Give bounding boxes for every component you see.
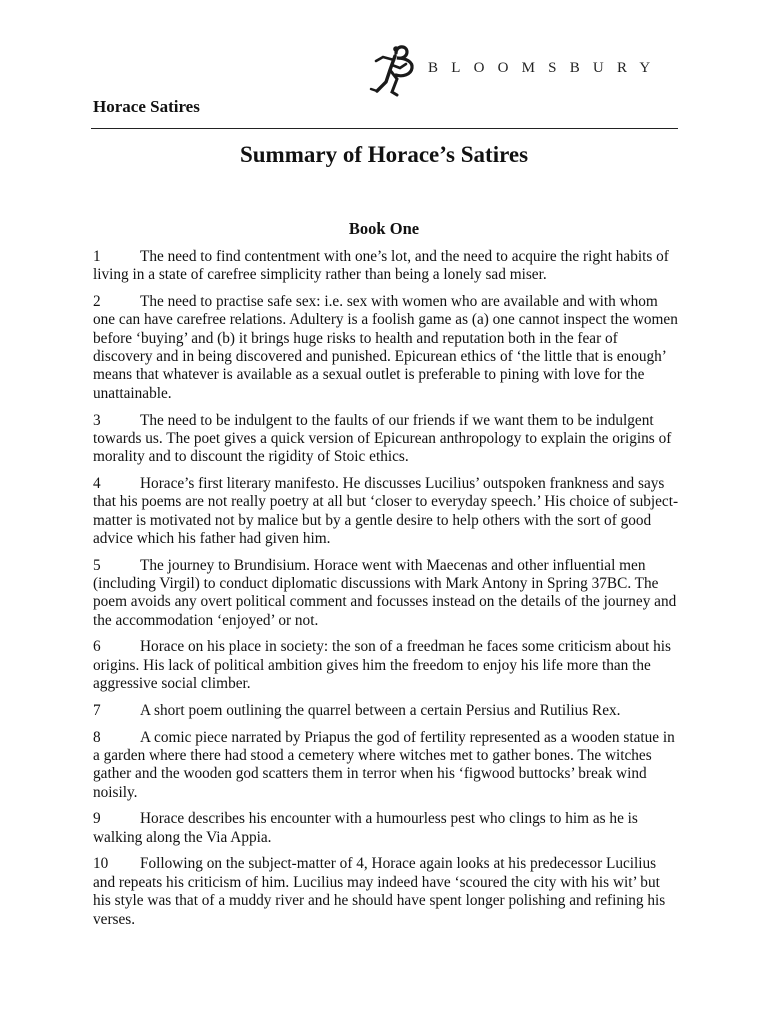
entry-number: 10 (93, 855, 109, 873)
entry-text: A short poem outlining the quarrel between a certain Persius and Rutilius Rex. (140, 701, 621, 719)
publisher-logo (366, 40, 676, 100)
entry-text: Following on the subject-matter of 4, Horace again looks at his predecessor Lucilius and repeats his criticism of him. Lucilius may indeed have ‘scoured the city with his wit’ but his style was that of a muddy river and he should have spent longer polishing and refining his verses. (93, 855, 666, 928)
section-heading: Book One (348, 219, 420, 238)
entry-text: Horace on his place in society: the son of a freedman he faces some criticism about his origins. His lack of political ambition gives him the freedom to enjoy his life more than the aggressive social climber. (93, 638, 671, 693)
entry-number: 3 (93, 411, 101, 429)
entry-number: 6 (93, 638, 101, 656)
summary-list (93, 248, 679, 937)
entry-number: 4 (93, 474, 101, 492)
summary-entry (93, 638, 679, 693)
page-title: Summary of Horace’s Satires (239, 142, 529, 167)
entry-text: A comic piece narrated by Priapus the god of fertility represented as a wooden statue in a garden where there had stood a cemetery where witches met to gather bones. The witches gather and the wooden god scatters them in terror when his ‘figwood buttocks’ break wind noisily. (93, 728, 675, 801)
summary-entry (93, 810, 679, 847)
summary-entry (93, 855, 679, 928)
running-header-title: Horace Satires (93, 97, 200, 116)
entry-text: The journey to Brundisium. Horace went with Maecenas and other influential men (including Virgil) to conduct diplomatic discussions with Mark Antony in Spring 37BC. The poem avoids any overt political comment and focusses instead on the details of the journey and the accommodation ‘enjoyed’ or not. (93, 556, 677, 629)
entry-text: The need to practise safe sex: i.e. sex with women who are available and with whom one can have carefree relations. Adultery is a foolish game as (a) one cannot inspect the women before ‘buying’ and (b) it brings huge risks to health and reputation both in the fear of discovery and in being discovered and punished. Epicurean ethics of ‘the little that is enough’ means that whatever is available as a sexual outlet is preferable to pining with love for the unattainable. (93, 293, 678, 402)
entry-text: Horace’s first literary manifesto. He discusses Lucilius’ outspoken frankness and says that his poems are not really poetry at all but ‘closer to everyday speech.’ His choice of subject-matter is motivated not by malice but by a gentle desire to help others with the sort of good advice which his father had given him. (93, 474, 679, 547)
entry-number: 7 (93, 701, 101, 719)
summary-entry (93, 248, 679, 285)
summary-entry (93, 293, 679, 403)
summary-entry (93, 729, 679, 802)
summary-entry (93, 412, 679, 467)
header-divider (91, 128, 678, 129)
entry-number: 5 (93, 556, 101, 574)
summary-entry (93, 475, 679, 548)
entry-number: 1 (93, 248, 101, 265)
entry-text: The need to be indulgent to the faults of our friends if we want them to be indulgent towards us. The poet gives a quick version of Epicurean anthropology to explain the origins of morality and to discount the rigidity of Stoic ethics. (93, 411, 672, 466)
running-figure-icon (366, 40, 428, 100)
entry-number: 2 (93, 293, 101, 311)
summary-entry (93, 702, 679, 720)
entry-number: 8 (93, 728, 101, 746)
entry-text: The need to find contentment with one’s lot, and the need to acquire the right habits of living in a state of carefree simplicity rather than being a lonely sad miser. (93, 248, 669, 284)
publisher-wordmark: BLOOMSBURY (428, 60, 664, 76)
summary-entry (93, 557, 679, 630)
entry-text: Horace describes his encounter with a humourless pest who clings to him as he is walking along the Via Appia. (93, 810, 638, 846)
entry-number: 9 (93, 810, 101, 828)
